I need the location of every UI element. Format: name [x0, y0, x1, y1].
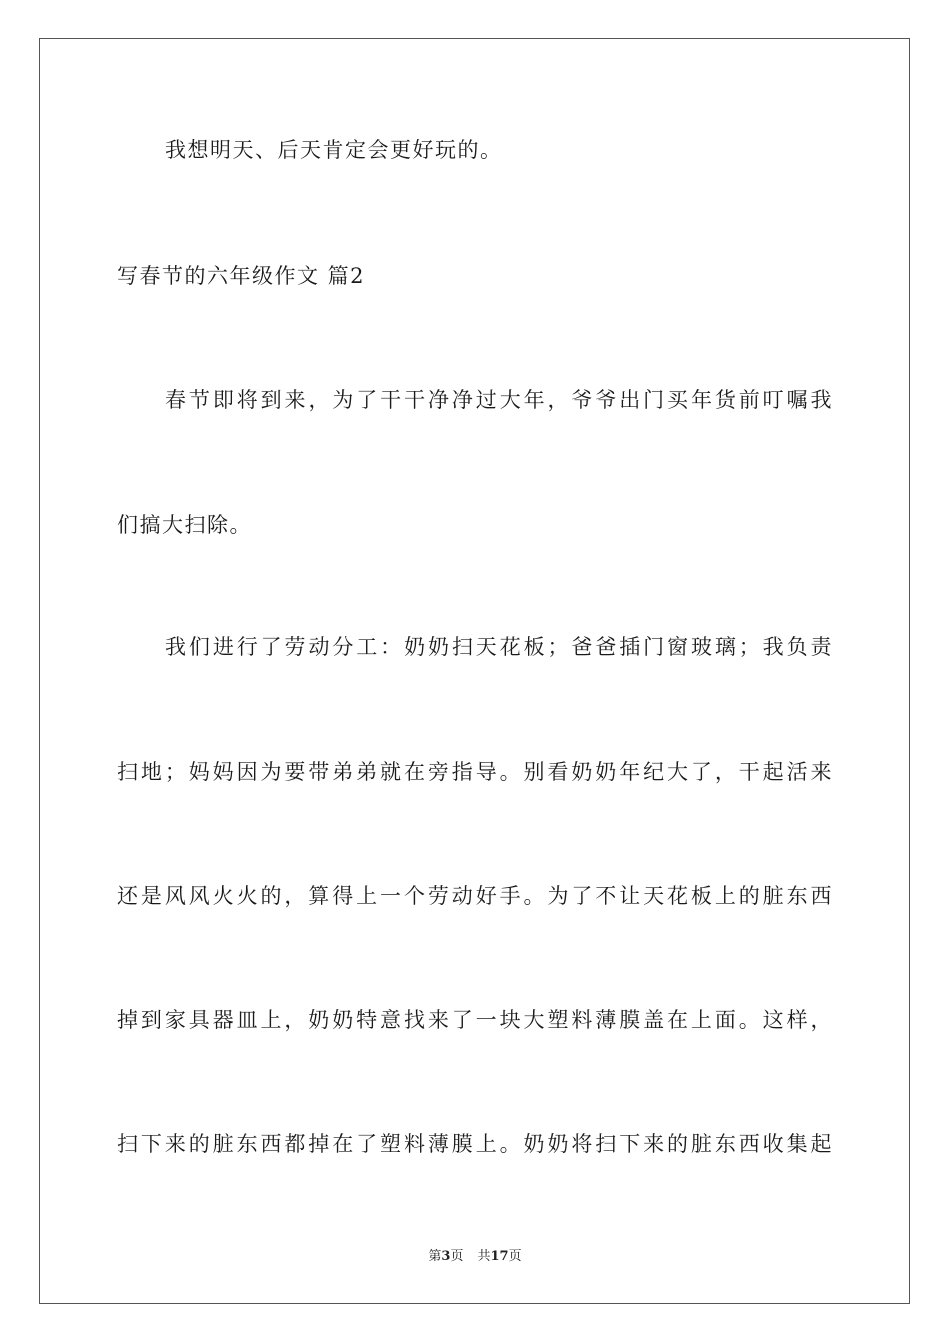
total-suffix: 页 [508, 1249, 522, 1264]
paragraph-line: 扫地；妈妈因为要带弟弟就在旁指导。别看奶奶年纪大了，干起活来 [117, 760, 833, 784]
paragraph-line: 还是风风火火的，算得上一个劳动好手。为了不让天花板上的脏东西 [117, 884, 833, 908]
total-prefix: 共 [477, 1249, 491, 1264]
page-prefix: 第 [428, 1249, 442, 1264]
paragraph-line: 春节即将到来，为了干干净净过大年，爷爷出门买年货前叮嘱我 [165, 388, 833, 412]
page-border [39, 38, 910, 1304]
paragraph-line: 们搞大扫除。 [117, 513, 252, 537]
paragraph-line: 掉到家具器皿上，奶奶特意找来了一块大塑料薄膜盖在上面。这样， [117, 1008, 833, 1032]
paragraph-line: 我们进行了劳动分工：奶奶扫天花板；爸爸插门窗玻璃；我负责 [165, 635, 833, 659]
paragraph-line: 我想明天、后天肯定会更好玩的。 [165, 138, 503, 162]
page-number: 3 [441, 1249, 451, 1264]
total-pages: 17 [490, 1249, 509, 1264]
section-heading: 写春节的六年级作文 篇2 [117, 264, 366, 288]
paragraph-line: 扫下来的脏东西都掉在了塑料薄膜上。奶奶将扫下来的脏东西收集起 [117, 1132, 833, 1156]
page-footer [0, 1248, 950, 1266]
page-suffix: 页 [450, 1249, 464, 1264]
